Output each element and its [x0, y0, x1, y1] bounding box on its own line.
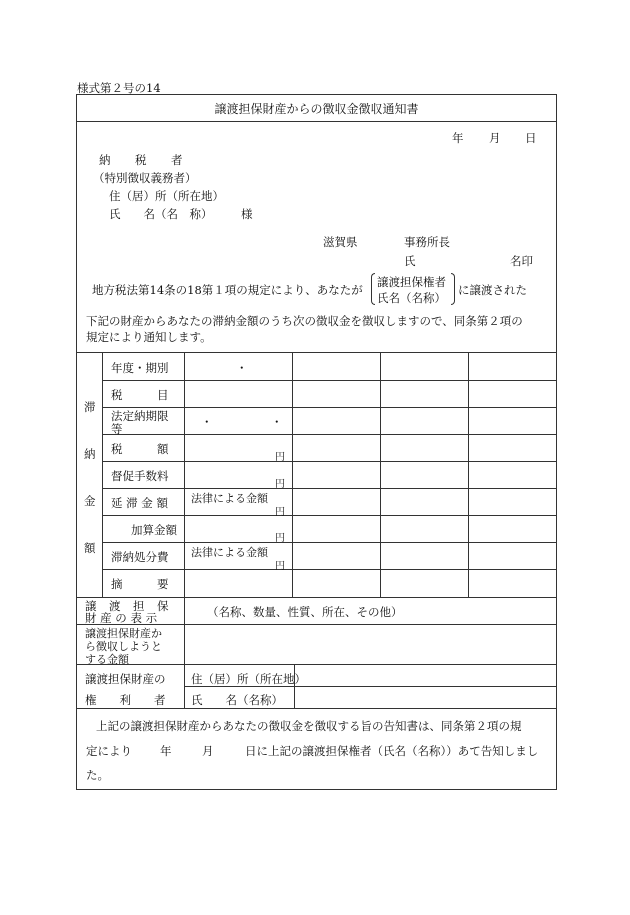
- holder-name-label: 氏 名（名称）: [191, 693, 283, 707]
- brace-top-text: 譲渡担保権者: [377, 275, 446, 289]
- brace-left: [371, 273, 375, 305]
- row-label-summary: 摘 要: [111, 577, 169, 591]
- brace-box: [371, 273, 455, 305]
- footer-line2-month: 月: [202, 744, 214, 758]
- issuer-seal: 名印: [510, 254, 533, 268]
- label-col-line: [184, 352, 185, 597]
- brace-bottom-text: 氏名（名称）: [377, 291, 446, 305]
- yen-unit: 円: [275, 561, 285, 572]
- row-label-delay-fee: 延 滞 金 額: [111, 496, 168, 510]
- row-label-year-period: 年度・期別: [111, 361, 169, 375]
- footer-line2-year: 年: [160, 744, 172, 758]
- holder-label-1: 譲渡担保財産の: [85, 672, 166, 686]
- by-law-amount-label: 法律による金額: [191, 546, 268, 559]
- section-char: 金: [84, 494, 96, 508]
- section-col-line: [102, 352, 103, 597]
- due-date-dot: ・: [201, 415, 213, 429]
- taxpayer-address-label: 住（居）所（所在地）: [109, 189, 224, 203]
- row-line: [102, 542, 557, 543]
- col-line-3: [380, 352, 381, 597]
- row-line: [102, 407, 557, 408]
- collect-amount-label-3: する金額: [85, 653, 129, 666]
- by-law-amount-label: 法律による金額: [191, 492, 268, 505]
- taxpayer-label: 納 税 者: [99, 153, 183, 167]
- collect-amount-label-2: ら徴収しようと: [85, 640, 162, 653]
- row-line: [76, 708, 557, 709]
- yen-unit: 円: [275, 452, 285, 463]
- form-number: 様式第２号の14: [77, 81, 161, 95]
- property-label-2: 財 産 の 表 示: [85, 611, 158, 625]
- row-line: [102, 434, 557, 435]
- row-label-disposition-fee: 滞納処分費: [111, 550, 169, 564]
- row-label-tax-item: 税 目: [111, 388, 169, 402]
- special-collector-label: （特別徴収義務者）: [93, 171, 197, 185]
- footer-line2-a: 定により: [86, 744, 132, 758]
- due-date-dot: ・: [271, 415, 283, 429]
- lower-label-col-line: [184, 597, 185, 708]
- footer-line1: 上記の譲渡担保財産からあなたの徴収金を徴収する旨の告知書は、同条第２項の規: [96, 719, 522, 733]
- holder-label-2: 権 利 者: [85, 693, 166, 707]
- footer-line2-b: 日に上記の譲渡担保権者（氏名（名称））あて告知しまし: [245, 744, 539, 758]
- section-char: 滞: [84, 400, 96, 414]
- yen-unit: 円: [275, 479, 285, 490]
- body-line1: 地方税法第14条の18第１項の規定により、あなたが: [92, 283, 363, 297]
- honorific: 様: [241, 207, 253, 221]
- row-label-due-date-suffix: 等: [111, 422, 123, 436]
- date-year: 年: [452, 131, 464, 145]
- row-label-additional: 加算金額: [131, 523, 177, 537]
- body-line1-after: に譲渡された: [458, 283, 527, 297]
- section-char: 額: [84, 541, 96, 555]
- collect-amount-label-1: 譲渡担保財産か: [85, 627, 162, 640]
- row-line: [102, 461, 557, 462]
- issuer-office-chief: 事務所長: [404, 235, 450, 249]
- row-label-tax-amount: 税 額: [111, 442, 169, 456]
- title-divider: [76, 121, 557, 122]
- col-line-4: [468, 352, 469, 597]
- issuer-prefecture: 滋賀県: [323, 235, 358, 249]
- row-label-due-date: 法定納期限: [111, 409, 169, 423]
- property-label-1: 譲 渡 担 保: [85, 599, 169, 613]
- row-line: [102, 515, 557, 516]
- yen-unit: 円: [275, 533, 285, 544]
- body-line3: 規定により通知します。: [86, 330, 212, 344]
- body-line2: 下記の財産からあなたの滞納金額のうち次の徴収金を徴収しますので、同条第２項の: [86, 314, 523, 328]
- date-month: 月: [489, 131, 501, 145]
- col-line-2: [292, 352, 293, 597]
- row-line: [76, 664, 557, 665]
- document-title: 譲渡担保財産からの徴収金徴収通知書: [214, 102, 419, 116]
- row-line: [102, 380, 557, 381]
- section-char: 納: [84, 447, 96, 461]
- row-line: [102, 488, 557, 489]
- row-label-demand-fee: 督促手数料: [111, 469, 169, 483]
- holder-address-label: 住（居）所（所在地）: [191, 672, 306, 686]
- year-period-dot: ・: [236, 361, 248, 375]
- taxpayer-name-label: 氏 名（名 称）: [109, 207, 213, 221]
- row-line: [102, 569, 557, 570]
- brace-right: [451, 273, 455, 305]
- yen-unit: 円: [275, 507, 285, 518]
- row-line: [184, 686, 557, 687]
- footer-line3: た。: [86, 768, 109, 782]
- issuer-name-label: 氏: [404, 254, 416, 268]
- date-day: 日: [525, 131, 537, 145]
- table-top: [76, 352, 557, 353]
- property-description: （名称、数量、性質、所在、その他）: [207, 605, 403, 619]
